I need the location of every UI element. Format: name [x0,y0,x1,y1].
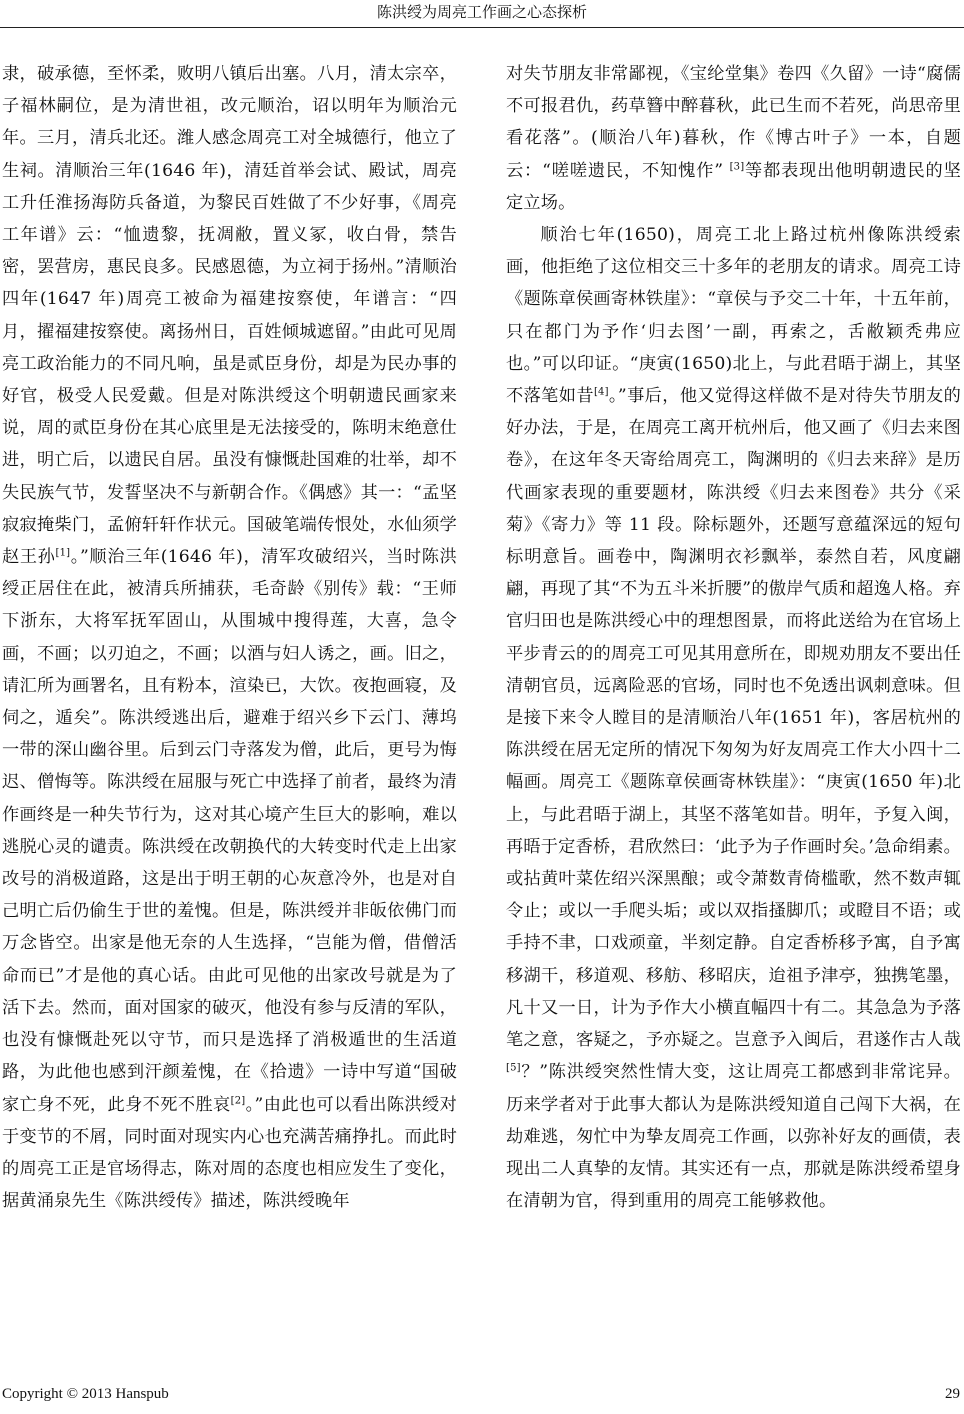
text-run: 。”事后，他又觉得这样做不是对待失节朋友的好办法，于是，在周亮工离开杭州后，他又画了《归去来图卷》，在这年冬天寄给周亮工，陶渊明的《归去来辞》是历代画家表现的重要题材，陈洪绶《归去来图卷》共分《采菊》《寄力》等 11 段。除标题外，还题写意蕴深远的短句标明意旨。画卷中，陶渊明衣衫飘举，泰然自若，风度翩翩，再现了其“不为五斗米折腰”的傲岸气质和超逸人格。弃官归田也是陈洪绶心中的理想图景，而将此送给为在官场上平步青云的的周亮工可见其用意所在，即规劝朋友不要出任清朝官员，远离险恶的官场，同时也不免透出讽刺意味。但是接下来令人瞠目的是清顺治八年(1651 年)，客居杭州的陈洪绶在居无定所的情况下匆匆为好友周亮工作大小四十二幅画。周亮工《题陈章侯画寄林铁崖》：“庚寅(1650 年)北上，与此君晤于湖上，其坚不落笔如昔。明年，予复入闽，再晤于定香桥，君欣然曰：‘此予为子作画时矣。’急命绢素。或拈黄叶菜佐绍兴深黑酿；或令萧数青倚槛歌，然不数声辄令止；或以一手爬头垢；或以双指搔脚爪；或瞪目不语；或手持不聿，口戏顽童，半刻定静。自定香桥移予寓，自予寓移湖干，移道观、移舫、移昭庆，迨祖予津亭，独携笔墨，凡十又一日，计为予作大小横直幅四十有二。其急急为予落笔之意，客疑之，予亦疑之。岂意予入闽后，君遂作古人哉 [506,386,961,1051]
text-run: 。”顺治三年(1646 年)，清军攻破绍兴，当时陈洪绶正居住在此，被清兵所捕获，毛奇龄《别传》载：“王师下浙东，大将军抚军固山，从围城中搜得莲，大喜，急令画，不画；以刃迫之，不画；以酒与妇人诱之，画。旧之，请汇所为画署名，且有粉本，渲染已，大饮。夜抱画寝，及伺之，遁矣”。陈洪绶逃出后，避难于绍兴乡下云门、薄坞一带的深山幽谷里。后到云门寺落发为僧，此后，更号为悔迟、僧悔等。陈洪绶在屈服与死亡中选择了前者，最终为清作画终是一种失节行为，这对其心境产生巨大的影响，难以逃脱心灵的谴责。陈洪绶在改朝换代的大转变时代走上出家改号的消极道路，这是出于明王朝的心灰意冷外，也是对自己明亡后仍偷生于世的羞愧。但是，陈洪绶并非皈依佛门而万念皆空。出家是他无奈的人生选择，“岂能为僧，借僧活命而已”才是他的真心话。由此可见他的出家改号就是为了活下去。然而，面对国家的破灭，他没有参与反清的军队，也没有慷慨赴死以守节，而只是选择了消极遁世的生活道路，为此他也感到汗颜羞愧，在《拾遗》一诗中写道“国破家亡身不死，此身不死不胜哀 [2,547,457,1115]
left-paragraph-1 [2,58,457,1217]
running-header [0,0,964,30]
page-number: 29 [945,1386,960,1402]
citation-ref-5: [5] [506,1062,521,1074]
text-run: 隶，破承德，至怀柔，败明八镇后出塞。八月，清太宗卒，子福林嗣位，是为清世祖，改元顺治，诏以明年为顺治元年。三月，清兵北还。潍人感念周亮工对全城德行，他立了生祠。清顺治三年(1646 年)，清廷首举会试、殿试，周亮工升任淮扬海防兵备道，为黎民百姓做了不少好事，《周亮工年谱》云：“恤遗黎，抚凋敝，置义冢，收白骨，禁告密，罢营房，惠民良多。民感恩德，为立祠于扬州。”清顺治四年(1647 年)周亮工被命为福建按察使，年谱言：“四月，擢福建按察使。离扬州日，百姓倾城遮留。”由此可见周亮工政治能力的不同凡响，虽是贰臣身份，却是为民办事的好官，极受人民爱戴。但是对陈洪绶这个明朝遗民画家来说，周的贰臣身份在其心底里是无法接受的，陈明末绝意仕进，明亡后，以遗民自居。虽没有慷慨赴国难的壮举，却不失民族气节，发誓坚决不与新朝合作。《偶感》其一：“孟坚寂寂掩柴门，孟俯轩轩作状元。国破笔端传恨处，水仙须学赵王孙 [2,64,457,568]
citation-ref-2: [2] [230,1094,246,1106]
right-paragraph-1 [506,58,961,219]
left-column [2,58,457,1217]
right-paragraph-2 [506,219,961,1217]
text-run: ？”陈洪绶突然性情大变，这让周亮工都感到非常诧异。历来学者对于此事大都认为是陈洪绶知道自己闯下大祸，在劫难逃，匆忙中为挚友周亮工作画，以弥补好友的画债，表现出二人真挚的友情。其实还有一点，那就是陈洪绶希望身在清朝为官，得到重用的周亮工能够救他。 [506,1062,961,1212]
citation-ref-4: [4] [593,386,609,398]
text-run: 。”由此也可以看出陈洪绶对于变节的不屑，同时面对现实内心也充满苦痛挣扎。而此时的周亮工正是官场得志，陈对周的态度也相应发生了变化，据黄涌泉先生《陈洪绶传》描述，陈洪绶晚年 [2,1094,457,1212]
header-rule [0,27,964,28]
citation-ref-1: [1] [55,547,71,559]
footer-copyright: Copyright © 2013 Hanspub [2,1386,169,1402]
page-footer [0,1386,964,1412]
text-run: 顺治七年(1650)，周亮工北上路过杭州像陈洪绶索画，他拒绝了这位相交三十多年的老朋友的请求。周亮工诗《题陈章侯画寄林铁崖》：“章侯与予交二十年，十五年前，只在都门为予作‘归去图’一副，再索之，舌敝颖秃弗应也。”可以印证。“庚寅(1650)北上，与此君晤于湖上，其坚不落笔如昔 [506,225,961,407]
text-run: 对失节朋友非常鄙视，《宝纶堂集》卷四《久留》一诗“腐儒不可报君仇，药草簪中醉暮秋，此已生而不若死，尚思帝里看花落”。(顺治八年)暮秋，作《博古叶子》一本，自题云：“嗟嗟遗民，不知愧作” [506,64,961,181]
running-header-title: 陈洪绶为周亮工作画之心态探析 [376,3,587,21]
text-run: 等都表现出他明朝遗民的坚定立场。 [506,160,961,213]
right-column [506,58,961,1217]
citation-ref-3: [3] [729,160,745,172]
